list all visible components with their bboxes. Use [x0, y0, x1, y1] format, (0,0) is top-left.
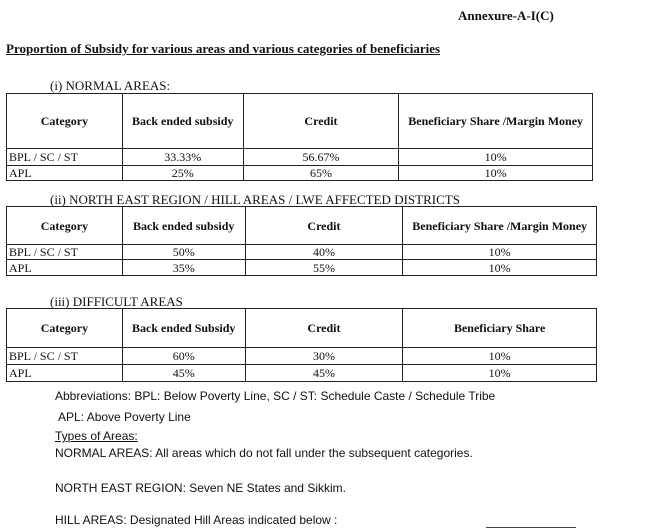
cell-subsidy: 33.33%: [122, 149, 243, 166]
section-title-normal-areas: (i) NORMAL AREAS:: [50, 78, 171, 93]
cell-category: APL: [7, 365, 123, 382]
table-header-row: [7, 207, 597, 245]
header-beneficiary-share: Beneficiary Share /Margin Money: [399, 94, 593, 149]
cell-category: APL: [7, 260, 123, 276]
cell-credit: 56.67%: [243, 149, 399, 166]
normal-areas-table: [6, 93, 593, 181]
cell-share: 10%: [399, 166, 593, 181]
header-credit: Credit: [245, 309, 403, 348]
cell-credit: 65%: [243, 166, 399, 181]
header-category: Category: [7, 309, 123, 348]
header-subsidy: Back ended subsidy: [122, 94, 243, 149]
annexure-label: Annexure-A-I(C): [458, 8, 554, 23]
header-category: Category: [7, 94, 123, 149]
header-credit: Credit: [243, 94, 399, 149]
cell-subsidy: 25%: [122, 166, 243, 181]
table-row: [7, 365, 597, 382]
cell-credit: 30%: [245, 348, 403, 365]
cell-category: BPL / SC / ST: [7, 348, 123, 365]
cell-share: 10%: [403, 365, 597, 382]
cell-category: APL: [7, 166, 123, 181]
header-subsidy: Back ended Subsidy: [122, 309, 245, 348]
table-row: [7, 166, 593, 181]
cell-share: 10%: [403, 245, 597, 260]
cell-subsidy: 35%: [122, 260, 245, 276]
header-credit: Credit: [245, 207, 403, 245]
section-title-ne-hill-lwe: (ii) NORTH EAST REGION / HILL AREAS / LWE AFFECTED DISTRICTS: [50, 192, 460, 207]
cell-category: BPL / SC / ST: [7, 149, 123, 166]
section-title-difficult-areas: (iii) DIFFICULT AREAS: [50, 294, 183, 309]
cell-subsidy: 60%: [122, 348, 245, 365]
next-table-top-border: [486, 527, 576, 528]
normal-areas-definition: NORMAL AREAS: All areas which do not fall under the subsequent categories.: [55, 446, 473, 460]
abbreviations-line-2: APL: Above Poverty Line: [58, 410, 191, 424]
cell-credit: 45%: [245, 365, 403, 382]
table-row: [7, 348, 597, 365]
document-heading: Proportion of Subsidy for various areas and various categories of beneficiaries: [6, 41, 441, 56]
cell-credit: 55%: [245, 260, 403, 276]
table-header-row: [7, 309, 597, 348]
cell-share: 10%: [399, 149, 593, 166]
abbreviations-line-1: Abbreviations: BPL: Below Poverty Line, SC / ST: Schedule Caste / Schedule Tribe: [55, 389, 496, 403]
header-beneficiary-share: Beneficiary Share: [403, 309, 597, 348]
ne-hill-lwe-table: [6, 206, 597, 276]
header-beneficiary-share: Beneficiary Share /Margin Money: [403, 207, 597, 245]
table-row: [7, 149, 593, 166]
cell-credit: 40%: [245, 245, 403, 260]
cell-share: 10%: [403, 260, 597, 276]
table-header-row: [7, 94, 593, 149]
north-east-region-definition: NORTH EAST REGION: Seven NE States and Sikkim.: [55, 481, 346, 495]
header-subsidy: Back ended subsidy: [122, 207, 245, 245]
table-row: [7, 245, 597, 260]
cell-subsidy: 50%: [122, 245, 245, 260]
header-category: Category: [7, 207, 123, 245]
hill-areas-definition: HILL AREAS: Designated Hill Areas indicated below :: [55, 513, 338, 527]
types-of-areas-heading: Types of Areas:: [55, 429, 138, 443]
cell-category: BPL / SC / ST: [7, 245, 123, 260]
difficult-areas-table: [6, 308, 597, 382]
table-row: [7, 260, 597, 276]
cell-subsidy: 45%: [122, 365, 245, 382]
cell-share: 10%: [403, 348, 597, 365]
